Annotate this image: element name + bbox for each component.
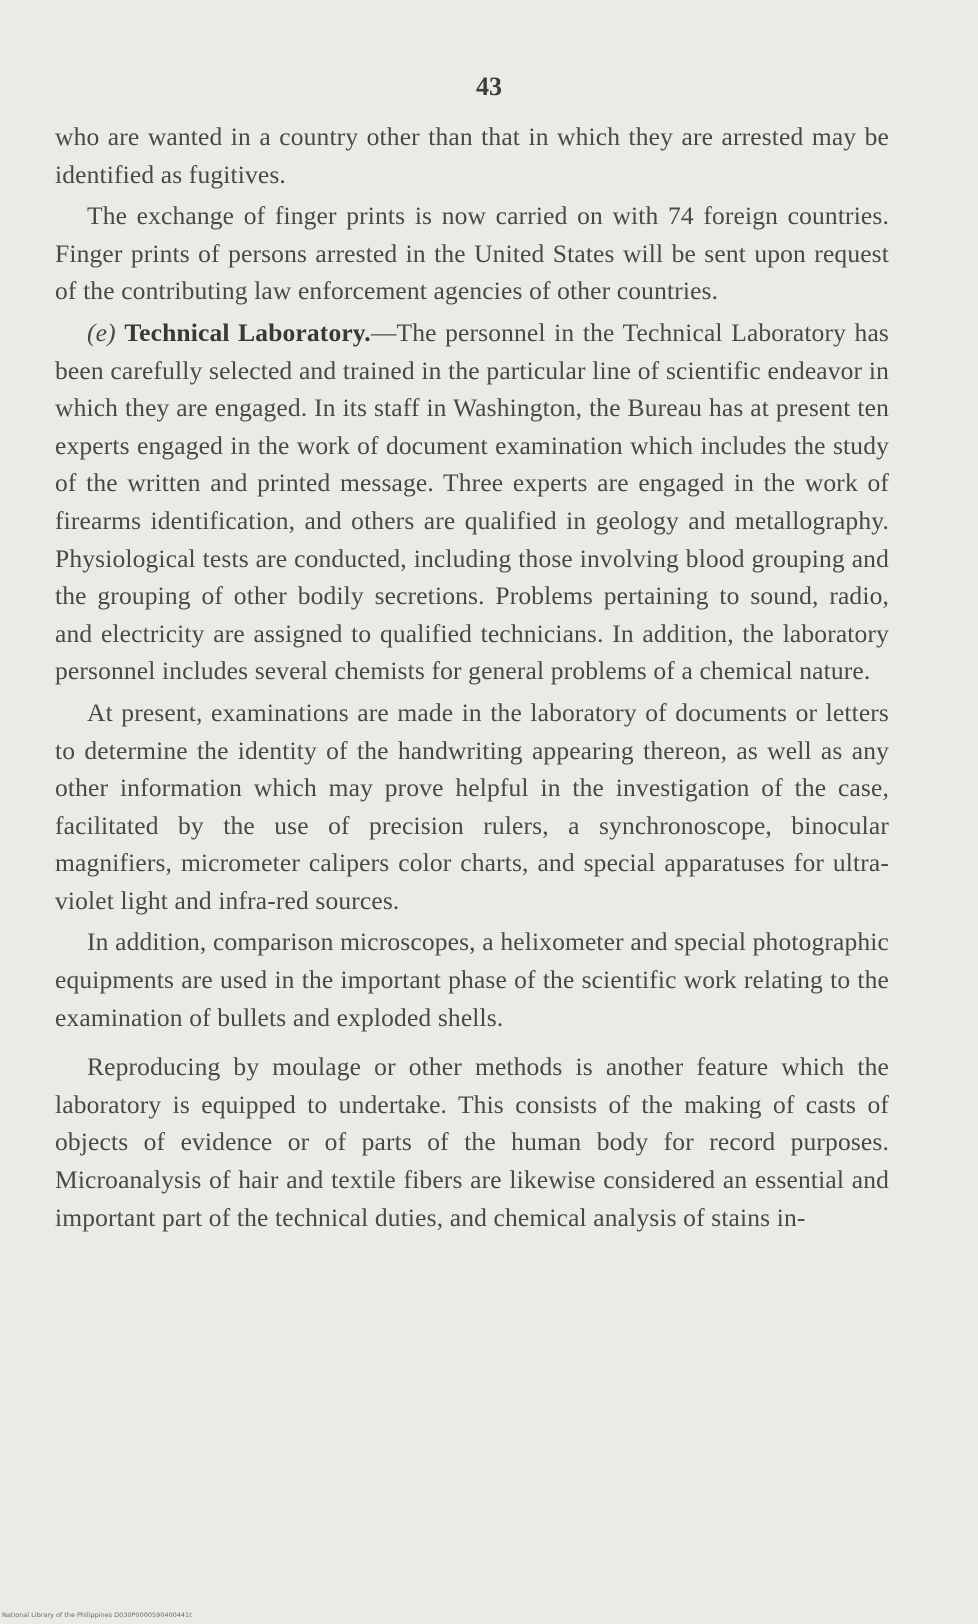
paragraph-continuation: who are wanted in a country other than that in which they are arrested may be identified as fugitives. xyxy=(55,122,889,189)
paragraph-moulage: Reproducing by moulage or other methods is another feature which the laboratory is equipped to undertake. This consists of the making of casts of objects of evidence or of parts of the human body for record purposes. Microanalysis of hair and textile fibers are likewise considered an essential and important part of the technical duties, and chemical analysis of stains in- xyxy=(55,1052,889,1232)
scan-footer-note: National Library of the Philippines D030P0000590400441t xyxy=(2,1611,192,1619)
section-letter: (e) xyxy=(87,317,116,347)
page-number: 43 xyxy=(476,72,502,101)
paragraph-examinations: At present, examinations are made in the laboratory of documents or letters to determine the identity of the handwriting appearing thereon, as well as any other information which may prove helpful in the investigation of the case, facilitated by the use of precision rulers, a synchronoscope, binocular magnifiers, micrometer calipers color charts, and special apparatuses for ultra-violet light and infra-red sources. xyxy=(55,697,889,915)
paragraph-comparison-microscopes: In addition, comparison microscopes, a helixometer and special photographic equipments are used in the important phase of the scientific work relating to the examination of bullets and exploded shells. xyxy=(55,927,889,1032)
paragraph-finger-prints-exchange: The exchange of finger prints is now carried on with 74 foreign countries. Finger prints of persons arrested in the United States will be sent upon request of the contributing law enforcement agencies of other countries. xyxy=(55,201,889,306)
paragraph-technical-laboratory xyxy=(55,314,889,690)
section-body: —The personnel in the Technical Laboratory has been carefully selected and trained in the particular line of scientific endeavor in which they are engaged. In its staff in Washington, the Bureau has at present ten experts engaged in the work of document examination which includes the study of the written and printed message. Three experts are engaged in the work of firearms identification, and others are qualified in geology and metallography. Physiological tests are conducted, including those involving blood grouping and the grouping of other bodily secretions. Problems pertaining to sound, radio, and electricity are assigned to qualified technicians. In addition, the laboratory personnel includes several chemists for general problems of a chemical nature. xyxy=(55,317,889,686)
section-heading: Technical Laboratory. xyxy=(124,317,371,347)
body-text xyxy=(55,118,889,1236)
